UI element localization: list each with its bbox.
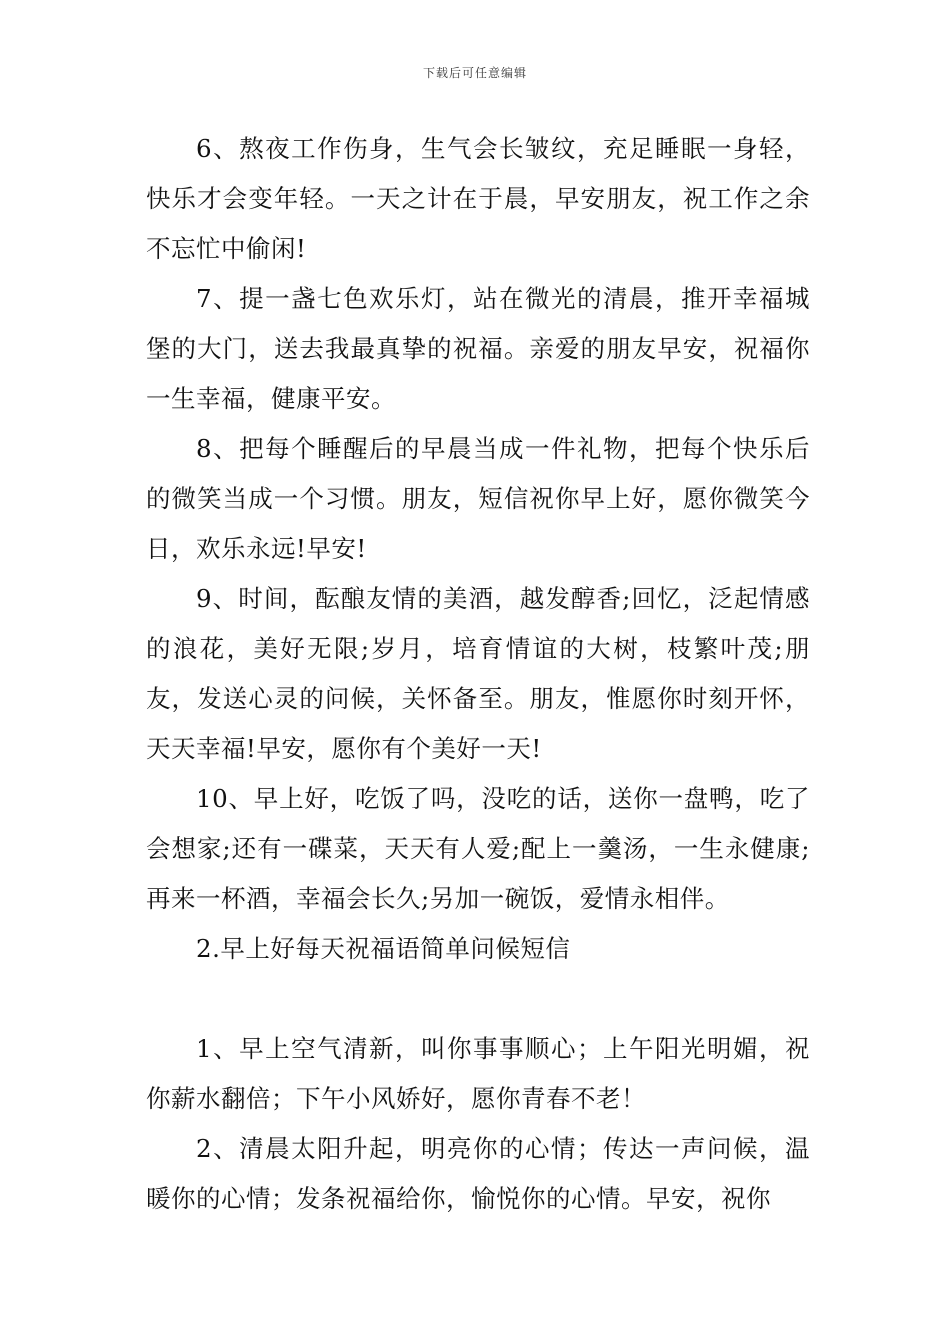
blank-line <box>146 974 810 1024</box>
section-heading: 2.早上好每天祝福语简单问候短信 <box>196 934 571 963</box>
paragraph-8: 8、把每个睡醒后的早晨当成一件礼物，把每个快乐后的微笑当成一个习惯。朋友，短信祝你早上好，愿你微笑今日，欢乐永远!早安! <box>146 434 810 563</box>
page-header: 下载后可任意编辑 <box>422 66 527 80</box>
paragraph-10: 10、早上好，吃饭了吗，没吃的话，送你一盘鸭，吃了会想家;还有一碟菜，天天有人爱;配上一羹汤，一生永健康;再来一杯酒，幸福会长久;另加一碗饭，爱情永相伴。 <box>146 784 810 913</box>
section-paragraph-1: 1、早上空气清新，叫你事事顺心；上午阳光明媚，祝你薪水翻倍；下午小风娇好，愿你青春不老！ <box>146 1034 810 1113</box>
section-paragraph-2: 2、清晨太阳升起，明亮你的心情；传达一声问候，温暖你的心情；发条祝福给你，愉悦你的心情。早安，祝你 <box>146 1134 810 1213</box>
paragraph-7: 7、提一盏七色欢乐灯，站在微光的清晨，推开幸福城堡的大门，送去我最真挚的祝福。亲爱的朋友早安，祝福你一生幸福，健康平安。 <box>146 284 810 413</box>
document-body <box>146 124 810 1224</box>
paragraph-9: 9、时间，酝酿友情的美酒，越发醇香;回忆，泛起情感的浪花，美好无限;岁月，培育情谊的大树，枝繁叶茂;朋友，发送心灵的问候，关怀备至。朋友，惟愿你时刻开怀，天天幸福!早安，愿你有个美好一天! <box>146 584 810 763</box>
paragraph-6: 6、熬夜工作伤身，生气会长皱纹，充足睡眠一身轻，快乐才会变年轻。一天之计在于晨，早安朋友，祝工作之余不忘忙中偷闲! <box>146 134 810 263</box>
